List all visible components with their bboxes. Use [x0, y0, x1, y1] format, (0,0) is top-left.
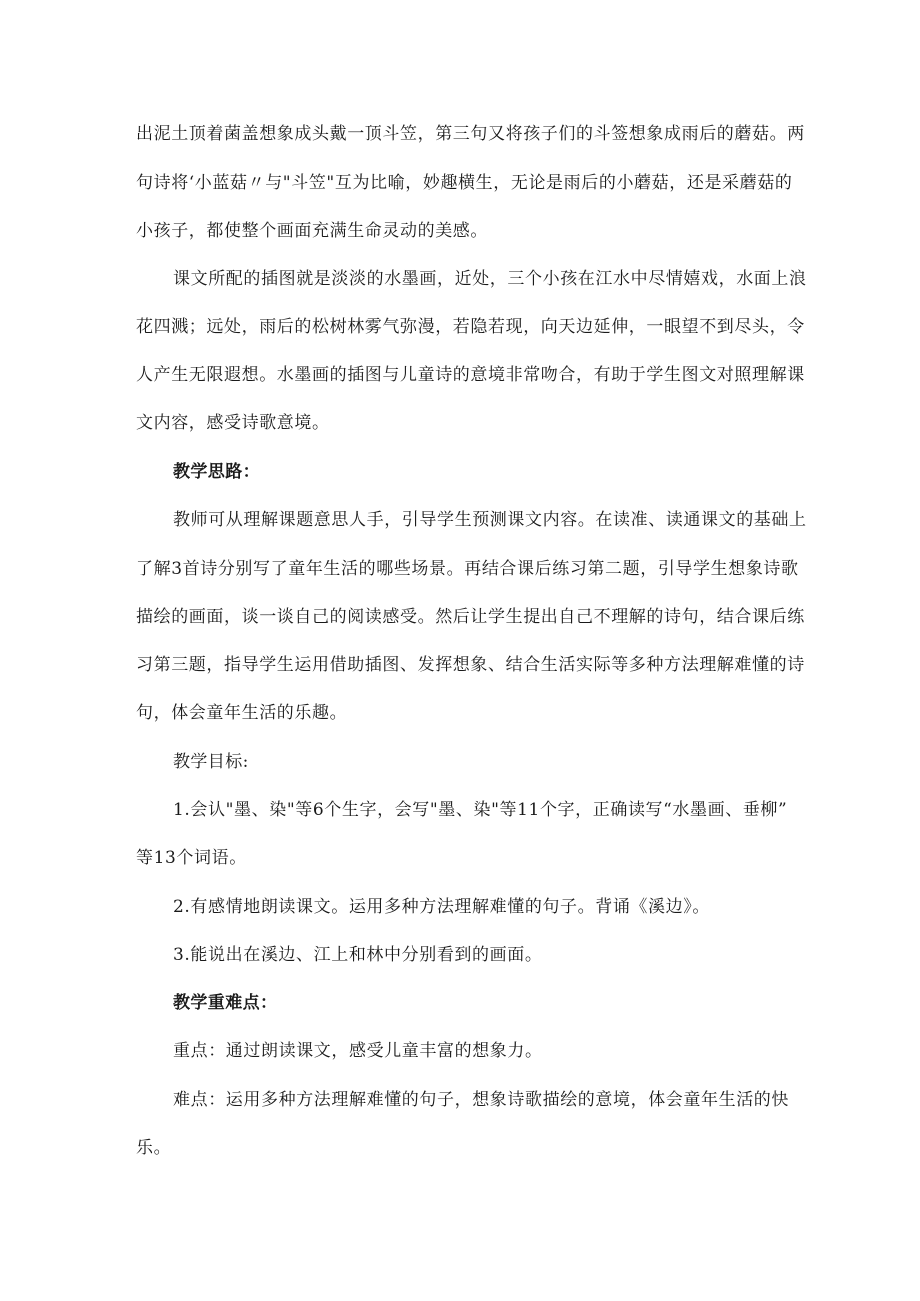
paragraph-3-line-4: 习第三题，指导学生运用借助插图、发挥想象、结合生活实际等多种方法理解难懂的诗 [136, 655, 805, 675]
heading-key-difficult-points: 教学重难点： [173, 993, 278, 1013]
goal-1-line-2: 等13个词语。 [136, 848, 247, 868]
difficulty-line-1: 难点：运用多种方法理解难懂的句子，想象诗歌描绘的意境，体会童年生活的快 [173, 1090, 789, 1110]
paragraph-3-line-1: 教师可从理解课题意思人手，引导学生预测课文内容。在读准、读通课文的基础上 [173, 510, 807, 530]
paragraph-3-line-3: 描绘的画面，谈一谈自己的阅读感受。然后让学生提出自己不理解的诗句，结合课后练 [136, 607, 805, 627]
paragraph-2-line-3: 人产生无限遐想。水墨画的插图与儿童诗的意境非常吻合，有助于学生图文对照理解课 [136, 365, 805, 385]
paragraph-2-line-4: 文内容，感受诗歌意境。 [136, 413, 330, 433]
paragraph-2-line-1: 课文所配的插图就是淡淡的水墨画，近处，三个小孩在江水中尽情嬉戏，水面上浪 [173, 269, 807, 289]
paragraph-3-line-5: 句，体会童年生活的乐趣。 [136, 703, 348, 723]
paragraph-2-line-2: 花四溅；远处，雨后的松树林雾气弥漫，若隐若现，向天边延伸，一眼望不到尽头，令 [136, 317, 805, 337]
difficulty-line-2: 乐。 [136, 1138, 172, 1158]
heading-teaching-approach: 教学思路： [173, 462, 260, 482]
goal-2: 2.有感情地朗读课文。运用多种方法理解难懂的句子。背诵《溪边》。 [173, 897, 710, 917]
paragraph-3-line-2: 了解3首诗分别写了童年生活的哪些场景。再结合课后练习第二题，引导学生想象诗歌 [136, 559, 799, 579]
goal-1-line-1: 1.会认"墨、染"等6个生字，会写"墨、染"等11个字，正确读写“水墨画、垂柳” [173, 800, 788, 820]
paragraph-1-line-1: 出泥土顶着菌盖想象成头戴一顶斗笠，第三句又将孩子们的斗签想象成雨后的蘑菇。两 [136, 124, 805, 144]
paragraph-1-line-3: 小孩子，都使整个画面充满生命灵动的美感。 [136, 221, 488, 241]
heading-teaching-goals: 教学目标: [173, 752, 249, 772]
paragraph-1-line-2: 句诗将‘小蓝菇〃与"斗笠"互为比喻，妙趣横生，无论是雨后的小蘑菇，还是采蘑菇的 [136, 173, 793, 193]
goal-3: 3.能说出在溪边、江上和林中分别看到的画面。 [173, 945, 543, 965]
key-point: 重点：通过朗读课文，感受儿童丰富的想象力。 [173, 1041, 543, 1061]
